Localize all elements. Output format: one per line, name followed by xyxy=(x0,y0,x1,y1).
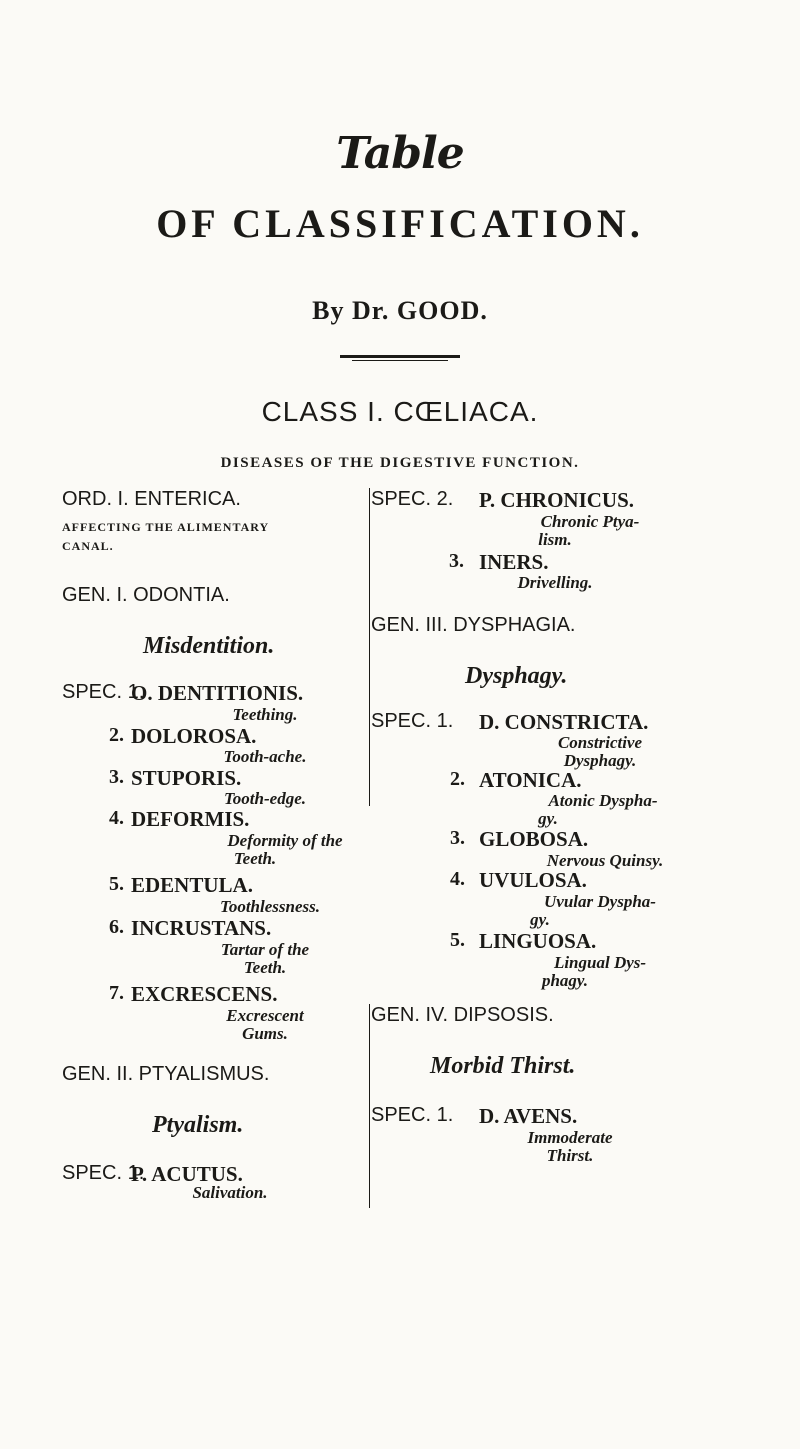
species-number: 6. xyxy=(109,916,124,938)
species-english: Tartar of the xyxy=(220,940,310,959)
species-english: Nervous Quinsy. xyxy=(546,851,664,870)
genus-english: Ptyalism. xyxy=(152,1112,244,1138)
species-english: Uvular Dyspha- xyxy=(544,892,656,911)
species-name: D. CONSTRICTA. xyxy=(479,710,649,734)
species-number: 4. xyxy=(109,807,124,829)
species-name: EDENTULA. xyxy=(131,873,253,897)
species-english-cont: Teeth. xyxy=(243,958,287,977)
species-label: SPEC. 1. xyxy=(371,1104,454,1126)
column-divider-lower xyxy=(369,1004,370,1208)
class-subtitle: DISEASES OF THE DIGESTIVE FUNCTION. xyxy=(220,455,580,471)
species-english: Deformity of the xyxy=(227,831,343,850)
species-english: Tooth-edge. xyxy=(223,789,306,808)
species-english-cont: Teeth. xyxy=(233,849,277,868)
genus-english: Dysphagy. xyxy=(465,663,568,689)
species-name: INCRUSTANS. xyxy=(131,916,272,940)
species-number: 2. xyxy=(109,724,124,746)
species-label: SPEC. 2. xyxy=(371,488,454,510)
species-name: P. CHRONICUS. xyxy=(479,488,634,512)
species-name: STUPORIS. xyxy=(131,766,242,790)
species-number: 5. xyxy=(450,929,465,951)
species-english: Excrescent xyxy=(226,1006,304,1025)
species-english: Lingual Dys- xyxy=(553,953,647,972)
species-english: Toothlessness. xyxy=(220,897,320,916)
species-name: DOLOROSA. xyxy=(131,724,257,748)
ornamental-rule-thin xyxy=(352,360,448,361)
species-english-cont: phagy. xyxy=(541,971,589,990)
species-english: Drivelling. xyxy=(517,573,593,592)
species-english-cont: gy. xyxy=(538,809,558,828)
species-number: 7. xyxy=(109,982,124,1004)
class-title: CLASS I. CŒLIACA. xyxy=(261,396,539,427)
order-description: AFFECTING THE ALIMENTARY xyxy=(62,520,270,534)
page-title: OF CLASSIFICATION. xyxy=(156,201,644,246)
species-english: Atonic Dyspha- xyxy=(548,791,658,810)
species-number: 2. xyxy=(450,768,465,790)
order-heading: ORD. I. ENTERICA. xyxy=(62,488,241,510)
species-name: GLOBOSA. xyxy=(479,827,589,851)
species-english: Teething. xyxy=(232,705,298,724)
species-english: Immoderate xyxy=(527,1128,613,1147)
genus-heading: GEN. I. ODONTIA. xyxy=(62,584,230,606)
species-label: SPEC. 1. xyxy=(62,1162,145,1184)
species-english-cont: Gums. xyxy=(242,1024,288,1043)
genus-heading: GEN. II. PTYALISMUS. xyxy=(62,1063,270,1085)
species-name: LINGUOSA. xyxy=(479,929,597,953)
species-name: P. ACUTUS. xyxy=(131,1162,243,1186)
genus-english: Morbid Thirst. xyxy=(430,1053,576,1079)
species-english: Tooth-ache. xyxy=(223,747,307,766)
species-number: 3. xyxy=(109,766,124,788)
ornamental-rule xyxy=(340,355,460,358)
table-heading: Table xyxy=(336,128,464,179)
species-name: ATONICA. xyxy=(479,768,582,792)
species-name: EXCRESCENS. xyxy=(131,982,278,1006)
species-english: Salivation. xyxy=(192,1183,268,1202)
species-english: Constrictive xyxy=(557,733,643,752)
genus-heading: GEN. IV. DIPSOSIS. xyxy=(371,1004,554,1026)
species-number: 3. xyxy=(449,550,464,572)
species-number: 4. xyxy=(450,868,465,890)
species-english-cont: Thirst. xyxy=(546,1146,594,1165)
species-number: 5. xyxy=(109,873,124,895)
species-english: Chronic Ptya- xyxy=(540,512,640,531)
species-label: SPEC. 1. xyxy=(62,681,145,703)
species-name: INERS. xyxy=(479,550,549,574)
species-english-cont: lism. xyxy=(538,530,572,549)
species-name: O. DENTITIONIS. xyxy=(131,681,304,705)
species-english-cont: Dysphagy. xyxy=(563,751,637,770)
genus-english: Misdentition. xyxy=(143,633,275,659)
species-name: DEFORMIS. xyxy=(131,807,250,831)
column-divider xyxy=(369,488,370,806)
species-label: SPEC. 1. xyxy=(371,710,454,732)
species-name: UVULOSA. xyxy=(479,868,587,892)
species-number: 3. xyxy=(450,827,465,849)
species-name: D. AVENS. xyxy=(479,1104,578,1128)
genus-heading: GEN. III. DYSPHAGIA. xyxy=(371,614,576,636)
species-english-cont: gy. xyxy=(530,910,550,929)
author-byline: By Dr. GOOD. xyxy=(312,296,488,325)
order-description-cont: CANAL. xyxy=(62,539,114,553)
